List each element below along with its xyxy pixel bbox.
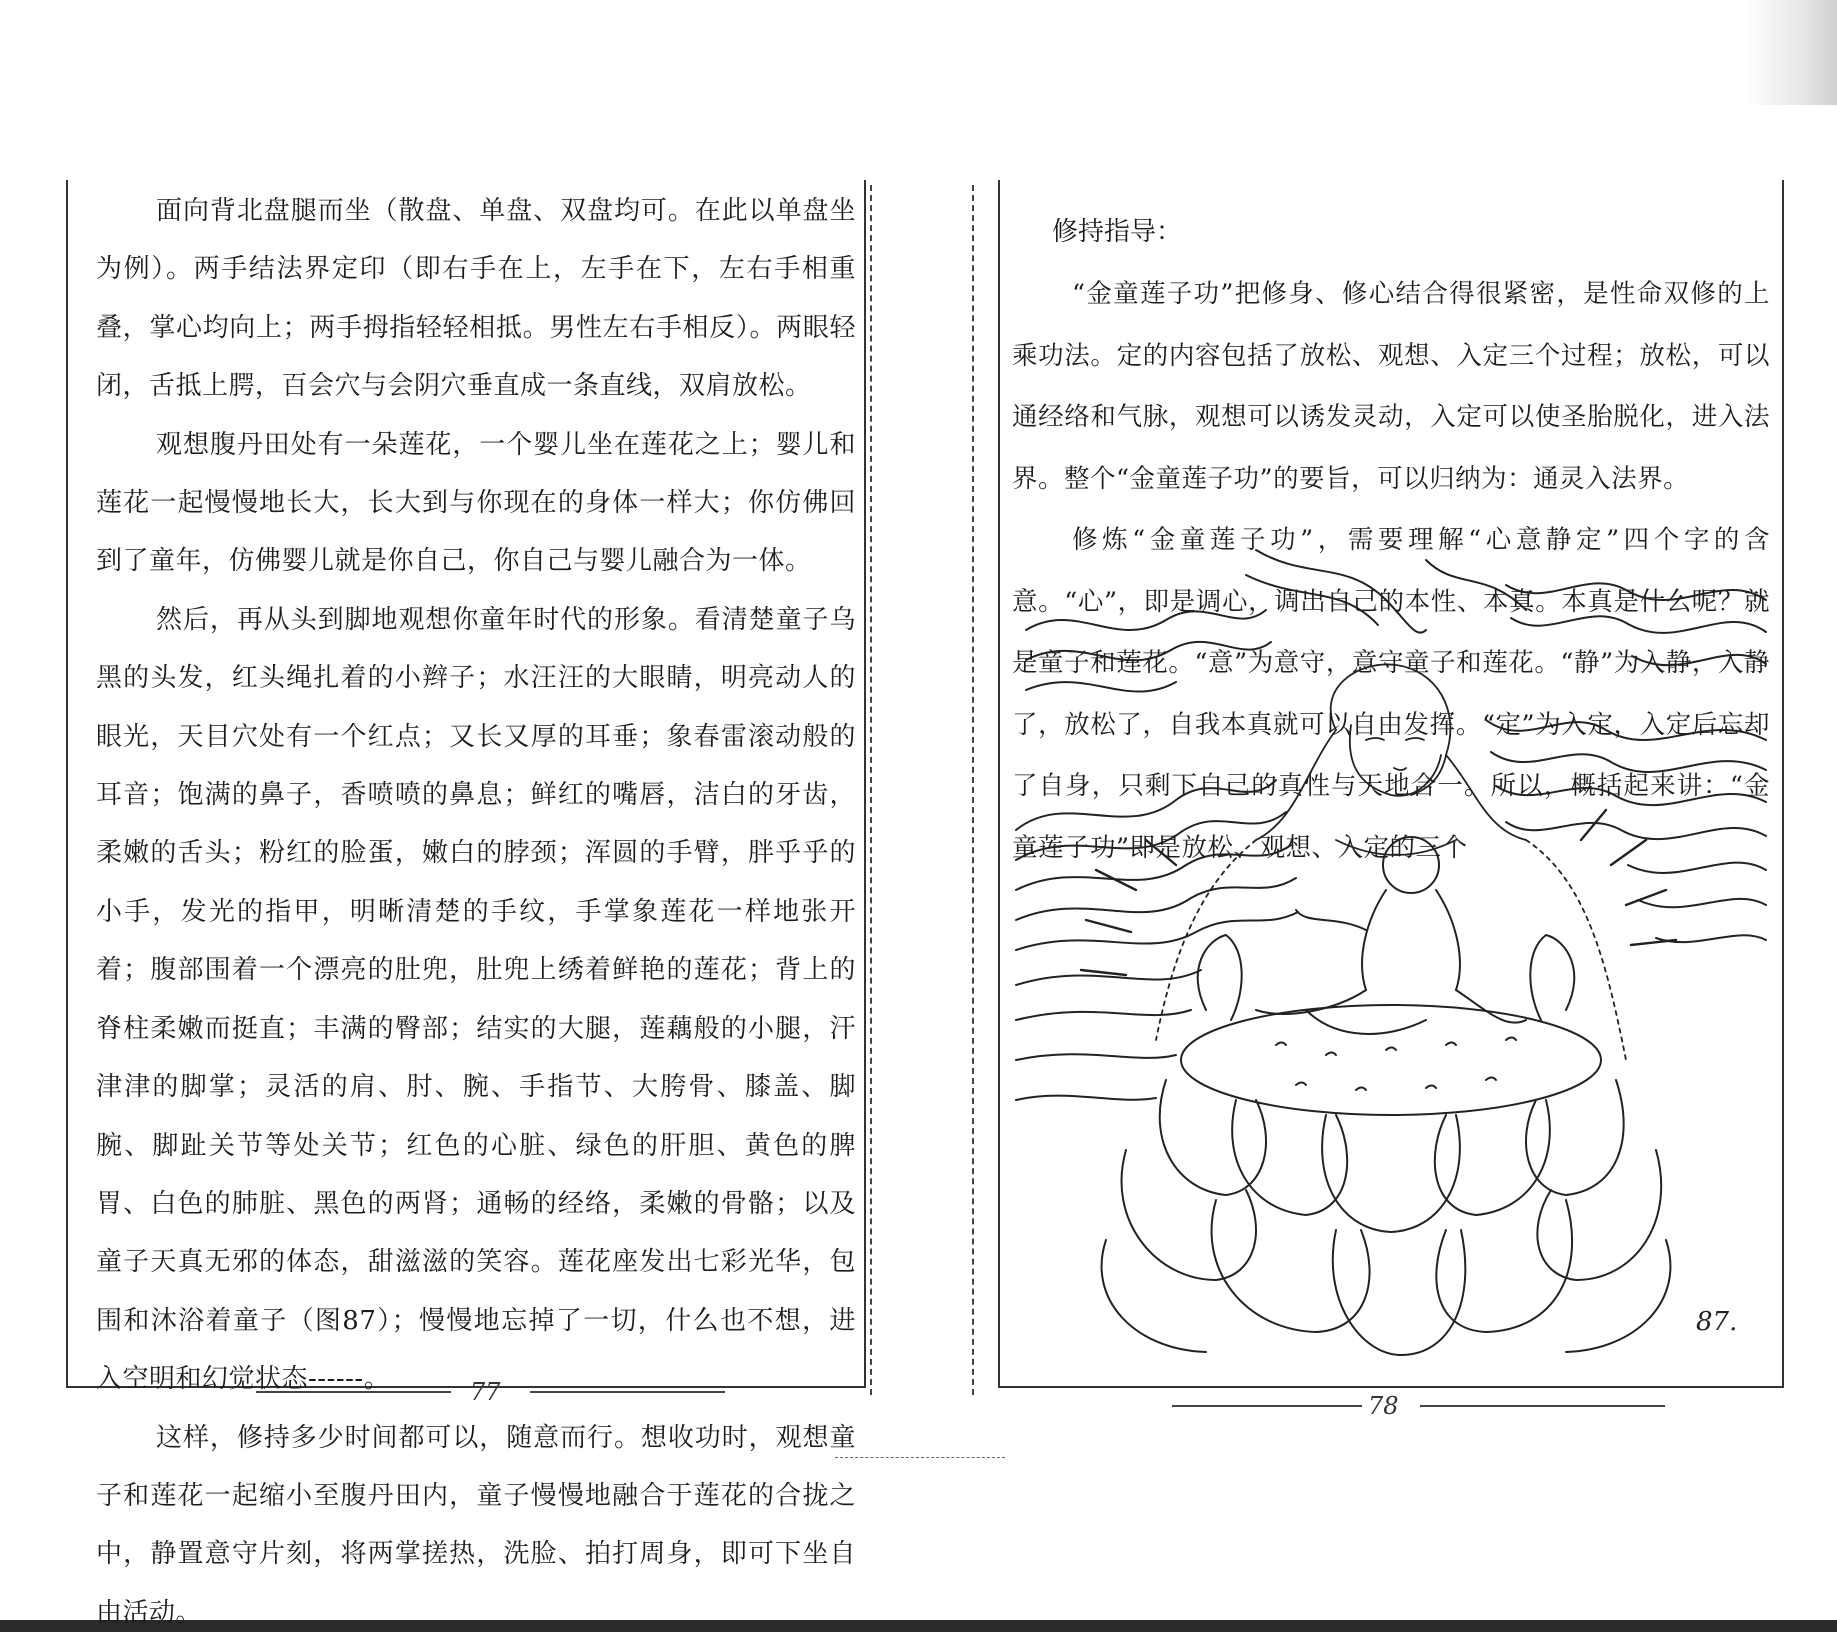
right-footer-rule-left: [1172, 1405, 1362, 1407]
right-footer-rule-right: [1420, 1405, 1665, 1407]
left-footer-rule-right: [530, 1391, 725, 1393]
left-footer-rule-left: [256, 1391, 451, 1393]
right-paragraph-1: “金童莲子功”把修身、修心结合得很紧密，是性命双修的上乘功法。定的内容包括了放松、观想、入定三个过程；放松，可以通经络和气脉，观想可以诱发灵动，入定可以使圣胎脱化，进入法界。整个“金童莲子功”的要旨，可以归纳为：通灵入法界。: [1012, 279, 1770, 494]
cloud-swirls-left: [1016, 610, 1298, 1100]
right-heading: 修持指导：: [1052, 217, 1183, 247]
mother-figure: [1156, 664, 1626, 1060]
left-paragraph-4: 这样，修持多少时间都可以，随意而行。想收功时，观想童子和莲花一起缩小至腹丹田内，童子慢慢地融合于莲花的合拢之中，静置意守片刻，将两掌搓热，洗脸、拍打周身，即可下坐自由活动。: [96, 1422, 856, 1628]
lotus-child-illustration: [1006, 540, 1776, 1382]
left-paragraph-3: 然后，再从头到脚地观想你童年时代的形象。看清楚童子乌黑的头发，红头绳扎着的小辫子；水汪汪的大眼睛，明亮动人的眼光，天目穴处有一个红点；又长又厚的耳垂；象春雷滚动般的耳音；饱满的鼻子，香喷喷的鼻息；鲜红的嘴唇，洁白的牙齿，柔嫩的舌头；粉红的脸蛋，嫩白的脖颈；浑圆的手臂，胖乎乎的小手，发光的指甲，明晰清楚的手纹，手掌象莲花一样地张开着；腹部围着一个漂亮的肚兜，肚兜上绣着鲜艳的莲花；背上的脊柱柔嫩而挺直；丰满的臀部；结实的大腿，莲藕般的小腿，汗津津的脚掌；灵活的肩、肘、腕、手指节、大胯骨、膝盖、脚腕、脚趾关节等处关节；红色的心脏、绿色的肝胆、黄色的脾胃、白色的肺脏、黑色的两肾；通畅的经络，柔嫩的骨骼；以及童子天真无邪的体态，甜滋滋的笑容。莲花座发出七彩光华，包围和沐浴着童子（图87）；慢慢地忘掉了一切，什么也不想，进入空明和幻觉状态------。: [96, 604, 856, 1395]
left-page-number: 77: [470, 1378, 501, 1406]
left-page-text: [96, 182, 856, 1642]
left-page-fold-line: [870, 185, 872, 1395]
bottom-center-mark: [835, 1457, 1005, 1458]
scan-corner-shadow: [1745, 0, 1837, 105]
radiant-lines: [1081, 810, 1676, 975]
left-paragraph-2: 观想腹丹田处有一朵莲花，一个婴儿坐在莲花之上；婴儿和莲花一起慢慢地长大，长大到与你现在的身体一样大；你仿佛回到了童年，仿佛婴儿就是你自己，你自己与婴儿融合为一体。: [96, 429, 856, 577]
cloud-swirls-right: [1486, 583, 1766, 942]
cloud-swirls-top: [1246, 550, 1526, 633]
left-paragraph-1: 面向背北盘腿而坐（散盘、单盘、双盘均可。在此以单盘坐为例）。两手结法界定印（即右手在上，左手在下，左右手相重叠，掌心均向上；两手拇指轻轻相抵。男性左右手相反）。两眼轻闭，舌抵上腭，百会穴与会阴穴垂直成一条直线，双肩放松。: [96, 196, 856, 402]
right-page-number: 78: [1368, 1392, 1399, 1420]
right-page-fold-line: [972, 185, 974, 1395]
lotus-flower: [1102, 935, 1671, 1355]
right-paragraph-2: 修炼“金童莲子功”，需要理解“心意静定”四个字的含意。“心”，即是调心，调出自己的本性、本真。本真是什么呢？就是童子和莲花。“意”为意守，意守童子和莲花。“静”为入静，入静了，放松了，自我本真就可以自由发挥。“定”为入定，入定后忘却了自身，只剩下自己的真性与天地合一。所以，概括起来讲：“金童莲子功”即是放松、观想、入定的三个: [1012, 525, 1770, 863]
figure-label: 87.: [1696, 1307, 1738, 1337]
